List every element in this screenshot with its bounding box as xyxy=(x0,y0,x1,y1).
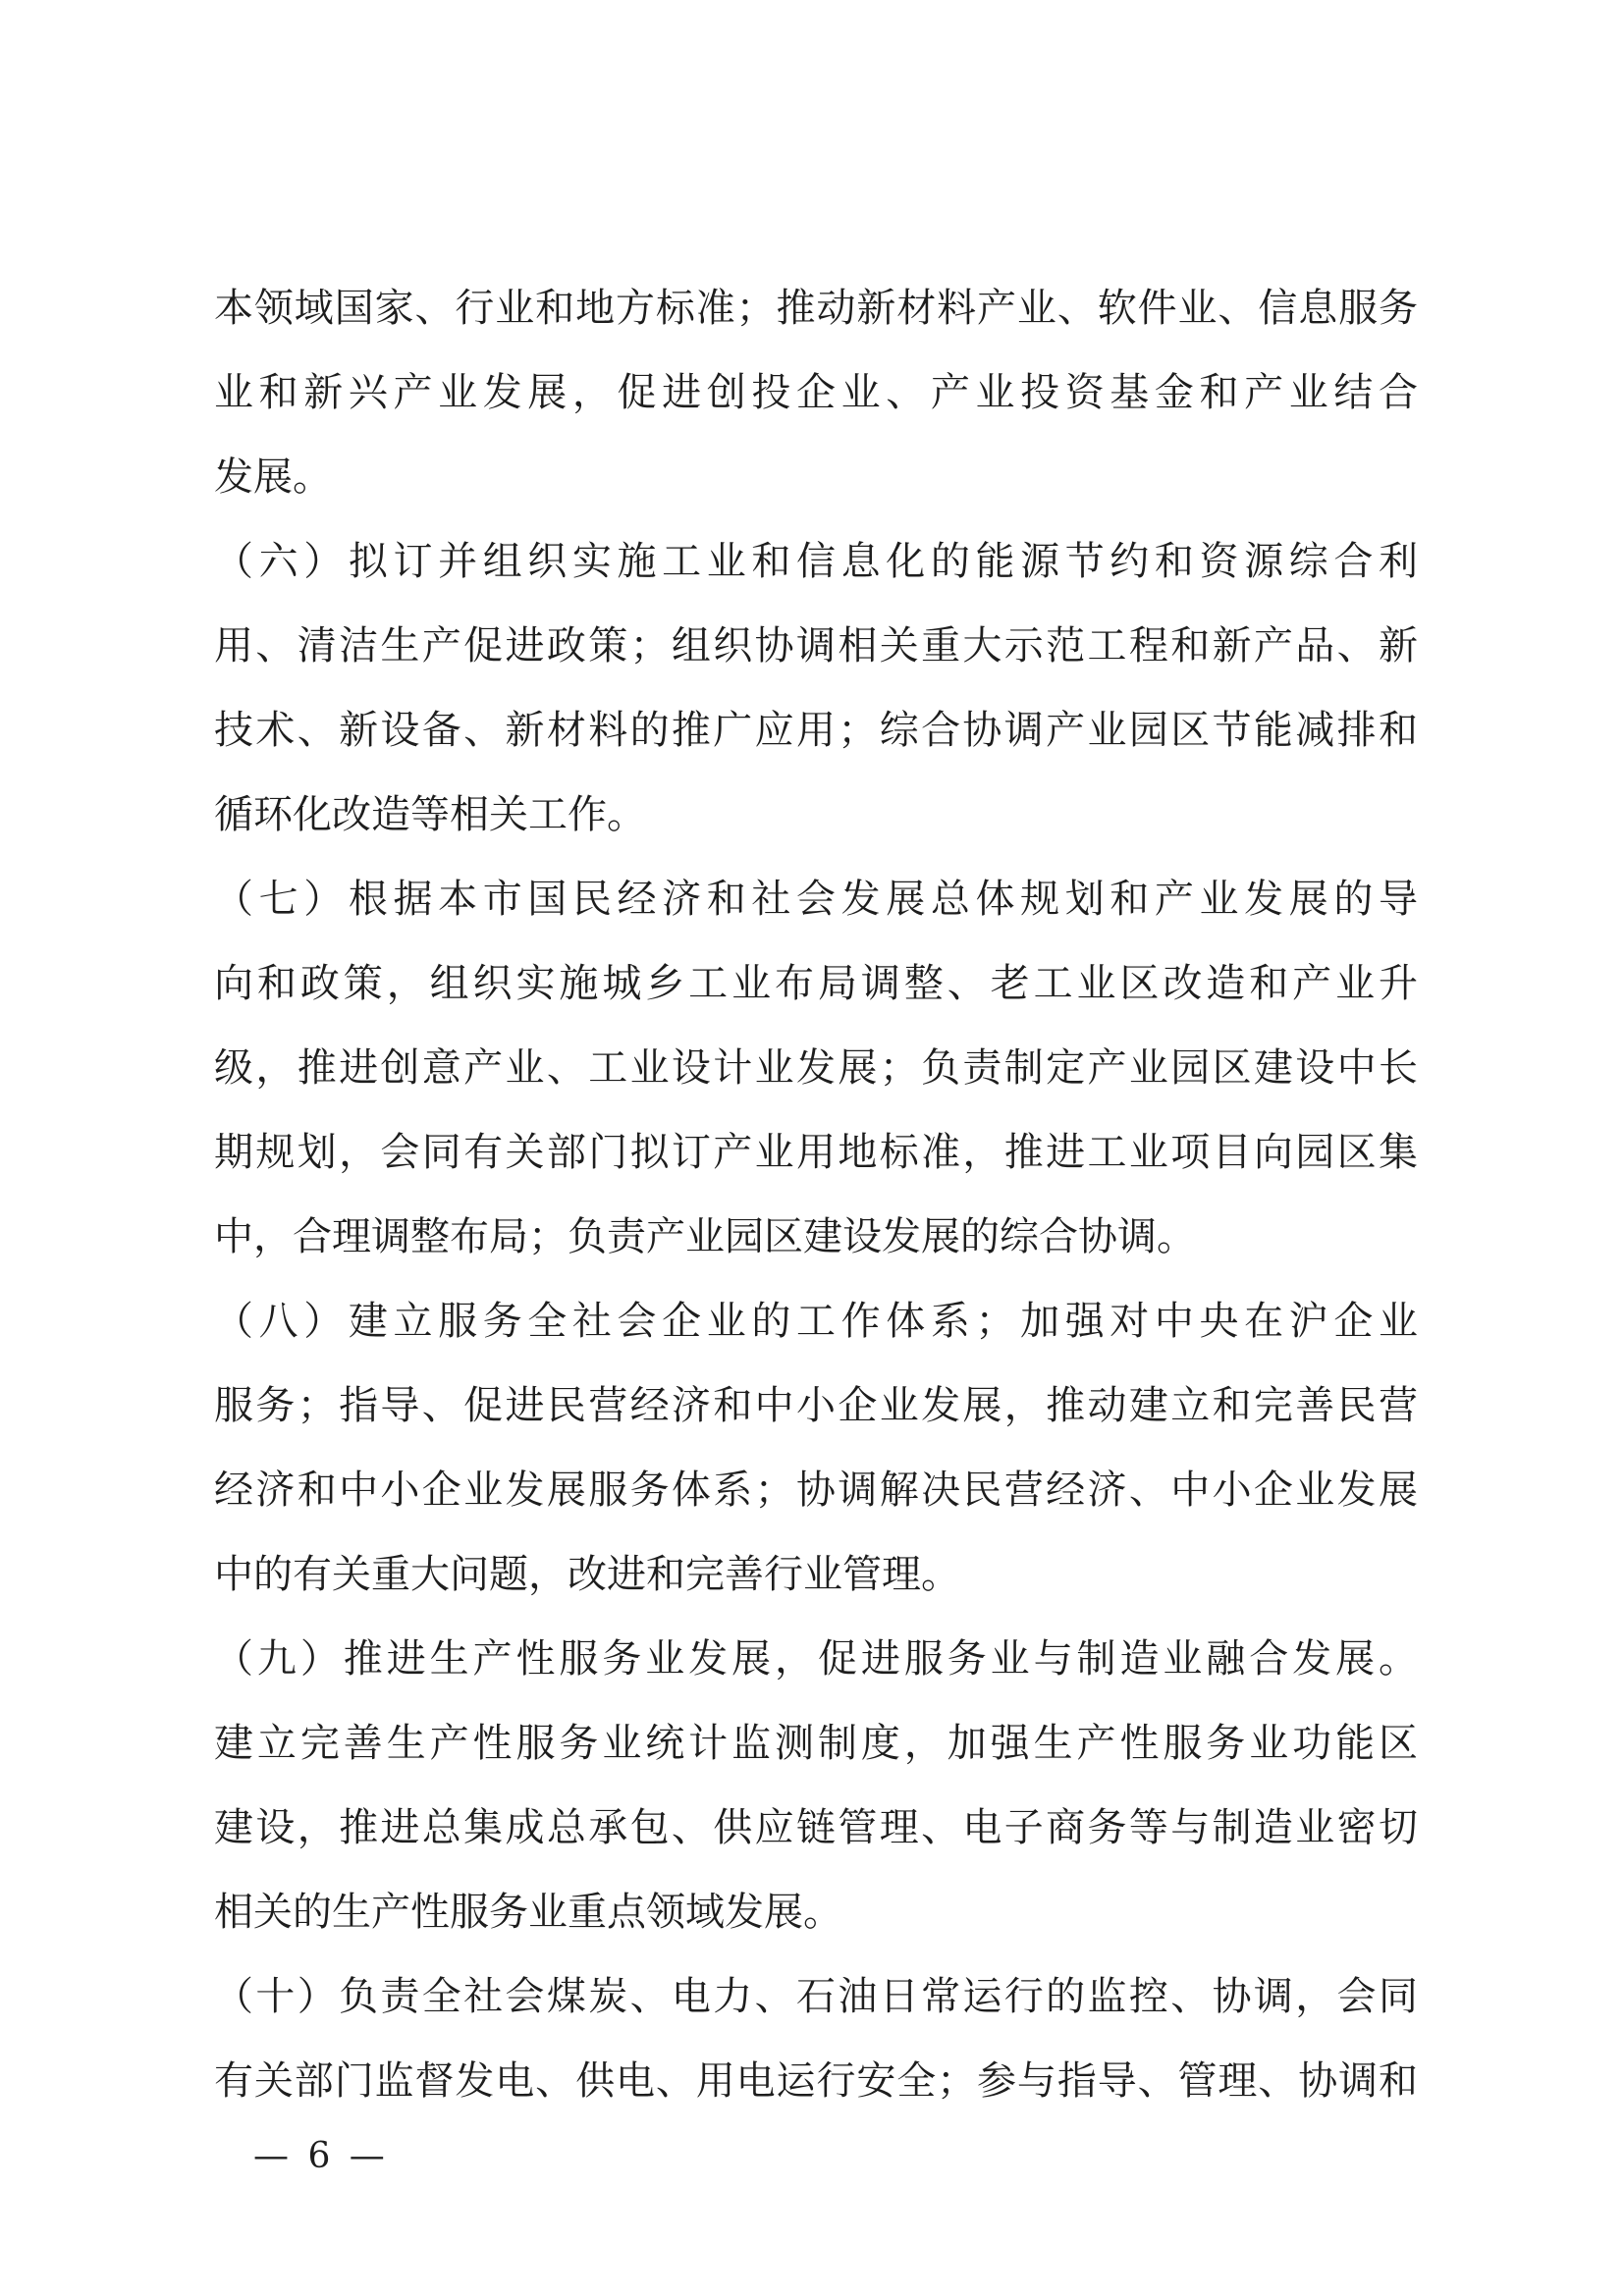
text-line: 建立完善生产性服务业统计监测制度，加强生产性服务业功能区 xyxy=(214,1721,1418,1766)
text-line: 向和政策，组织实施城乡工业布局调整、老工业区改造和产业升 xyxy=(214,961,1418,1006)
text-line: 中的有关重大问题，改进和完善行业管理。 xyxy=(214,1552,960,1597)
text-line: 本领域国家、行业和地方标准；推动新材料产业、软件业、信息服务 xyxy=(214,286,1418,331)
text-line: 建设，推进总集成总承包、供应链管理、电子商务等与制造业密切 xyxy=(214,1805,1418,1850)
text-line: 循环化改造等相关工作。 xyxy=(214,792,646,837)
text-line: 级，推进创意产业、工业设计业发展；负责制定产业园区建设中长 xyxy=(214,1045,1418,1091)
text-line: （八）建立服务全社会企业的工作体系；加强对中央在沪企业 xyxy=(214,1299,1418,1344)
text-line: 用、清洁生产促进政策；组织协调相关重大示范工程和新产品、新 xyxy=(214,623,1418,668)
text-line: 技术、新设备、新材料的推广应用；综合协调产业园区节能减排和 xyxy=(214,708,1418,753)
text-line: 中，合理调整布局；负责产业园区建设发展的综合协调。 xyxy=(214,1214,1196,1259)
text-line: （七）根据本市国民经济和社会发展总体规划和产业发展的导 xyxy=(214,877,1418,922)
page-number: — 6 — xyxy=(253,2136,389,2176)
text-line: 经济和中小企业发展服务体系；协调解决民营经济、中小企业发展 xyxy=(214,1468,1418,1513)
text-line: 期规划，会同有关部门拟订产业用地标准，推进工业项目向园区集 xyxy=(214,1130,1418,1175)
text-line: 服务；指导、促进民营经济和中小企业发展，推动建立和完善民营 xyxy=(214,1383,1418,1428)
text-line: 发展。 xyxy=(214,454,332,500)
text-line: （六）拟订并组织实施工业和信息化的能源节约和资源综合利 xyxy=(214,539,1418,584)
text-line: （十）负责全社会煤炭、电力、石油日常运行的监控、协调，会同 xyxy=(214,1974,1418,2019)
text-line: 业和新兴产业发展，促进创投企业、产业投资基金和产业结合 xyxy=(214,370,1418,415)
text-line: 相关的生产性服务业重点领域发展。 xyxy=(214,1890,842,1935)
text-line: （九）推进生产性服务业发展，促进服务业与制造业融合发展。 xyxy=(214,1636,1418,1682)
text-line: 有关部门监督发电、供电、用电运行安全；参与指导、管理、协调和 xyxy=(214,2058,1418,2104)
